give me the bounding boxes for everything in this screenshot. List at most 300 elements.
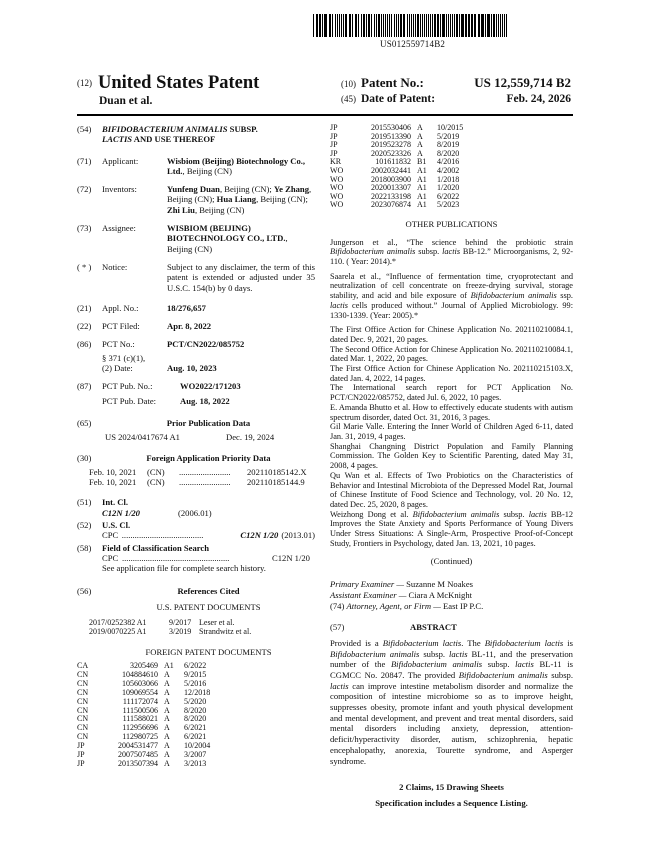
publication-entry	[330, 325, 573, 344]
cpc-label: CPC	[102, 552, 119, 563]
barcode-bar	[475, 14, 476, 37]
barcode-bar	[450, 14, 451, 37]
publication-entry	[330, 272, 573, 321]
barcode-bar	[343, 14, 344, 37]
abstract-fragment: Provided is a	[330, 637, 383, 648]
code: (30)	[77, 452, 92, 463]
barcode-bar	[335, 14, 336, 37]
doc-number: 2013507394	[118, 758, 158, 768]
inventor-name: Zhi Liu	[167, 204, 195, 215]
barcode-bar	[504, 14, 505, 37]
abstract-fragment: BL-11 is CGMCC No. 20847. The provided	[330, 659, 573, 680]
barcode-bar	[355, 14, 356, 37]
attorney-name: East IP P.C.	[443, 601, 484, 612]
code: (73)	[77, 223, 92, 234]
barcode-bar	[506, 14, 507, 37]
barcode-bar	[363, 14, 365, 37]
doc-country: JP	[330, 148, 338, 158]
pct-pub-date-value: Aug. 18, 2022	[180, 395, 230, 406]
code: (65)	[77, 417, 92, 428]
barcode-bar	[440, 14, 441, 37]
code: (22)	[77, 321, 92, 332]
label: Primary Examiner —	[330, 579, 404, 590]
prior-pub-date: Dec. 19, 2024	[226, 432, 275, 443]
barcode-bar	[424, 14, 425, 37]
spacer	[77, 396, 102, 406]
pct-pub-date-field	[77, 396, 315, 406]
primary-examiner	[330, 579, 573, 590]
publication-text: cells produced without.” Journal of Applied Microbiology. 99: 1330-1339. (Year: 2005).*	[330, 300, 573, 320]
us-cl-field	[77, 520, 315, 530]
barcode-bar	[404, 14, 405, 37]
doc-date: 3/2007	[184, 750, 207, 760]
foreign-doc-row	[330, 201, 573, 210]
title-part: BIFIDOBACTERIUM ANIMALIS	[102, 124, 228, 134]
pct-pub-no-value: WO2022/171203	[180, 381, 241, 392]
field-search-note: See application file for complete search history.	[102, 563, 266, 574]
pct-no-value: PCT/CN2022/085752	[167, 339, 245, 350]
barcode-bar	[361, 14, 362, 37]
doc-date: 9/2017	[169, 618, 192, 628]
publication-text: Jungerson et al., “The science behind the probiotic strain	[330, 237, 573, 247]
doc-date: 8/2020	[437, 148, 460, 158]
doc-country: JP	[77, 750, 85, 760]
doc-date: 6/2022	[437, 191, 460, 201]
doc-date: 5/2016	[184, 678, 207, 688]
barcode-bar	[325, 14, 327, 37]
right-column	[330, 124, 573, 809]
spacer	[77, 353, 102, 374]
doc-kind: A	[164, 714, 170, 724]
foreign-doc-row	[77, 760, 315, 769]
abstract-fragment: lactis	[515, 659, 534, 670]
foreign-priority-heading	[77, 453, 315, 463]
barcode-bar	[366, 14, 367, 37]
doc-number: 2002032441	[371, 165, 411, 175]
label: Assistant Examiner —	[330, 590, 407, 601]
doc-date: 6/2021	[184, 732, 207, 742]
patent-number: US 12,559,714 B2	[474, 75, 571, 90]
int-cl-row	[102, 508, 315, 518]
doc-date: 10/2004	[184, 741, 211, 751]
barcode-bar	[496, 14, 497, 37]
abstract-text	[330, 638, 573, 766]
pct-filed-value: Apr. 8, 2022	[167, 321, 212, 332]
doc-date: 12/2018	[184, 687, 211, 697]
barcode-bar	[345, 14, 347, 37]
notice-field	[77, 262, 315, 293]
refs-heading	[77, 586, 315, 596]
publication-entry	[330, 238, 573, 267]
publication-entry	[330, 403, 573, 422]
abstract-fragment: is	[563, 637, 573, 648]
publication-text: Bifidobacterium animalis	[470, 291, 557, 301]
barcode-bar	[337, 14, 338, 37]
doc-date: 8/2019	[437, 140, 460, 150]
doc-kind: A	[164, 705, 170, 715]
assistant-examiner	[330, 590, 573, 601]
code: (52)	[77, 520, 92, 531]
inventor-location: , Beijing (CN)	[194, 204, 245, 215]
applicant-location: , Beijing (CN)	[182, 165, 232, 176]
doc-country: WO	[330, 191, 344, 201]
document-type: United States Patent	[98, 73, 260, 93]
code: (54)	[77, 124, 92, 134]
doc-country: JP	[77, 741, 85, 751]
inventor-short: Duan et al.	[99, 95, 153, 107]
barcode-bar	[389, 14, 390, 37]
doc-kind: A	[164, 750, 170, 760]
doc-number: 2020523326	[371, 148, 411, 158]
publication-text: Saarela et al., “Influence of fermentation time, cryoprotectant and neutralization of cell concentrate on freeze-drying survival, storage stability, and acid and bile exposure of	[330, 271, 573, 301]
sequence-note: Specification includes a Sequence Listing.	[375, 797, 528, 808]
doc-kind: A1	[417, 174, 427, 184]
abstract-fragment: can improve intestine metabolism disorder and normalize the composition of intestine microbiome so as to improve height, suppresses obesity, promote infant and youth physical development and mental development, and prevent and treat mental disorders, said mental disorders including anxiety, depression, attention-deficit/hyperactivity disorder, autism, schizophrenia, hepatic encephalopathy, anorexia, Tourette syndrome, and Asperger syndrome.	[330, 680, 573, 766]
barcode-bar	[461, 14, 462, 37]
doc-country: CN	[77, 669, 89, 679]
title-part: LACTIS	[102, 134, 133, 145]
barcode-bar	[369, 14, 370, 37]
doc-number: 2004531477	[118, 741, 158, 751]
barcode-bar	[471, 14, 472, 37]
publication-entry	[330, 345, 573, 364]
doc-date: 5/2023	[437, 200, 460, 210]
barcode-bar	[488, 14, 489, 37]
pct-pub-no-field	[77, 381, 315, 391]
inventor-name: Yunfeng Duan	[167, 184, 220, 195]
us-cl-class: C12N 1/20	[240, 530, 279, 541]
doc-kind: A1	[417, 191, 427, 201]
us-cl-row	[102, 530, 315, 540]
int-cl-version: (2006.01)	[178, 507, 212, 518]
pct-filed-field	[77, 321, 315, 331]
doc-number: 2023076874	[371, 200, 411, 210]
doc-date: 1/2018	[437, 174, 460, 184]
barcode-bar	[341, 14, 342, 37]
priority-number: 202110185144.9	[247, 477, 305, 488]
doc-country: CN	[77, 723, 89, 733]
barcode-bar	[378, 14, 380, 37]
publication-text: Weizhong Dong et al.	[330, 509, 413, 519]
prior-pub-number: US 2024/0417674 A1	[105, 432, 180, 443]
doc-number: 2015530406	[371, 123, 411, 132]
doc-date: 4/2016	[437, 157, 460, 167]
abstract-heading-row	[330, 623, 573, 633]
doc-kind: A1	[417, 183, 427, 193]
country-code: (12)	[77, 78, 92, 88]
barcode-bar	[428, 14, 429, 37]
barcode-bar	[407, 14, 408, 37]
doc-country: JP	[330, 123, 338, 132]
patent-date: Feb. 24, 2026	[506, 93, 571, 105]
barcode-bar	[448, 14, 449, 37]
barcode-bar	[500, 14, 501, 37]
barcode-bar	[381, 14, 382, 37]
barcode-bar	[332, 14, 333, 37]
applicant-field	[77, 156, 315, 177]
doc-kind: A	[164, 678, 170, 688]
other-publications	[330, 238, 573, 549]
label: Int. Cl.	[102, 497, 129, 508]
barcode-bar	[352, 14, 353, 37]
applicant-value	[167, 156, 315, 177]
priority-row	[89, 467, 315, 477]
doc-date: 3/2019	[169, 627, 192, 637]
doc-number: 2019513390	[371, 131, 411, 141]
barcode-bar	[434, 14, 435, 37]
foreign-priority-list	[89, 467, 315, 488]
publication-text: Qu Wan et al. Effects of Two Probiotics on the Characteristics of Behavior and Intestinal Microbiota of the Depressed Model Rat, Journal of Chinese Institute of Food Science and Technology, vol. 20 No. 12, dated Dec. 25, 2020, 8 pages.	[330, 470, 573, 509]
publication-text: lactis	[442, 247, 461, 257]
assignee-name: WISBIOM (BEIJING) BIOTECHNOLOGY CO., LTD.	[167, 223, 286, 244]
barcode-bar	[409, 14, 410, 37]
publication-entry	[330, 442, 573, 471]
applicant-name: Wisbiom (Beijing) Biotechnology Co., Ltd.	[167, 155, 306, 176]
patent-title-line	[77, 73, 259, 94]
doc-kind: A	[164, 669, 170, 679]
continued-label: (Continued)	[430, 556, 473, 567]
doc-date: 6/2021	[184, 723, 207, 733]
primary-examiner-name: Suzanne M Noakes	[406, 579, 473, 590]
code: (71)	[77, 155, 92, 166]
publication-text: lactis	[528, 509, 547, 519]
barcode-bar	[485, 14, 486, 37]
doc-kind: A1	[417, 200, 427, 210]
us-docs-heading: U.S. PATENT DOCUMENTS	[156, 601, 261, 612]
assistant-examiner-name: Ciara A McKnight	[408, 590, 473, 601]
doc-number: 111588021	[122, 714, 158, 724]
assignee-location: , Beijing (CN)	[167, 233, 288, 254]
barcode-bar	[319, 14, 320, 37]
doc-kind: A	[164, 758, 170, 768]
doc-country: WO	[330, 200, 344, 210]
doc-date: 9/2015	[184, 669, 207, 679]
doc-kind: A1	[164, 660, 174, 670]
leader-dots: ......................................	[121, 530, 204, 541]
invention-title	[102, 124, 315, 145]
code: (74)	[330, 601, 345, 612]
label: Applicant:	[102, 155, 139, 166]
pct-no-field	[77, 339, 315, 349]
doc-number: 2018003900	[371, 174, 411, 184]
prior-pub-heading	[77, 418, 315, 428]
label: Notice:	[102, 261, 128, 272]
barcode-bar	[502, 14, 503, 37]
barcode-bar	[329, 14, 330, 37]
patent-date-row	[341, 93, 571, 111]
title-part: SUBSP.	[227, 124, 258, 134]
left-column	[77, 124, 315, 769]
doc-name: Strandwitz et al.	[199, 627, 252, 637]
barcode-bar	[468, 14, 469, 37]
doc-kind: A	[417, 131, 423, 141]
doc-number: 2020013307	[371, 183, 411, 193]
barcode-bar	[437, 14, 439, 37]
barcode-bar	[398, 14, 399, 37]
priority-number: 202110185142.X	[247, 466, 307, 477]
notice-text: Subject to any disclaimer, the term of this patent is extended or adjusted under 35 U.S.C. 154(b) by 0 days.	[167, 261, 315, 293]
abstract-fragment: lactis	[330, 680, 349, 691]
other-pubs-heading: OTHER PUBLICATIONS	[405, 218, 498, 229]
barcode-bar	[316, 14, 317, 37]
doc-kind: A	[164, 696, 170, 706]
us-doc-row	[89, 627, 315, 636]
publication-text: BB-12 Improves the State Anxiety and Sports Performance of Young Divers Under Stress Situations: A Single-Arm, Prospective Proof-of-Concept Study, Frontiers in Psychology, dated Jan. 13, 2021, 10 pages.	[330, 509, 573, 548]
header-rule	[77, 114, 573, 116]
barcode-bar	[465, 14, 466, 37]
leader-dots: ........................	[179, 466, 231, 477]
publication-text: Bifidobacterium animalis	[412, 509, 500, 519]
doc-number: 104884610	[122, 669, 158, 679]
barcode-bar	[415, 14, 416, 37]
label: PCT Pub. Date:	[102, 395, 157, 406]
doc-country: WO	[330, 183, 344, 193]
title-part: AND USE THEREOF	[132, 134, 216, 145]
barcode-bar	[474, 14, 475, 37]
barcode-bar	[417, 14, 419, 37]
doc-kind: A	[164, 741, 170, 751]
abstract-fragment: lactis	[448, 648, 468, 659]
abstract-fragment: subsp.	[547, 669, 573, 680]
inventor-name: Hua Liang	[216, 194, 257, 205]
barcode-bar	[482, 14, 483, 37]
doc-kind: A	[417, 123, 423, 132]
examiners	[330, 579, 573, 612]
patent-number-row	[341, 75, 571, 93]
barcode-bar	[358, 14, 359, 37]
priority-country: (CN)	[147, 466, 165, 477]
doc-country: CN	[77, 696, 89, 706]
label: Assignee:	[102, 223, 136, 234]
doc-kind: A	[164, 723, 170, 733]
barcode-bar	[459, 14, 460, 37]
doc-country: KR	[330, 157, 342, 167]
barcode-bar	[481, 14, 482, 37]
code: (72)	[77, 184, 92, 195]
publication-text: subsp.	[499, 509, 529, 519]
publication-text: E. Amanda Bhutto et al. How to effectively educate students with autism spectrum disorder, dated Oct. 31, 2016, 3 pages.	[330, 402, 573, 422]
code: (57)	[330, 622, 345, 633]
doc-country: CN	[77, 732, 89, 742]
doc-kind: A	[164, 687, 170, 697]
label: PCT No.:	[102, 339, 135, 350]
barcode-bar	[443, 14, 444, 37]
patent-header-right	[341, 75, 571, 111]
doc-kind: A	[417, 140, 423, 150]
barcode-bar	[391, 14, 392, 37]
us-cl-version: (2013.01)	[281, 530, 315, 541]
doc-country: CN	[77, 714, 89, 724]
title-field	[77, 124, 315, 145]
doc-date: 5/2020	[184, 696, 207, 706]
barcode-bar	[403, 14, 404, 37]
label: Appl. No.:	[102, 302, 139, 313]
patent-header-left	[77, 73, 259, 107]
label: Date of Patent:	[361, 93, 436, 105]
barcode-bar	[452, 14, 453, 37]
doc-number: 2019/0070225 A1	[89, 627, 147, 637]
label: Patent No.:	[361, 75, 424, 90]
section-heading: Prior Publication Data	[166, 417, 251, 428]
doc-number: 3205469	[130, 660, 158, 670]
field-search-field	[77, 543, 315, 553]
barcode-bar	[400, 14, 402, 37]
doc-number: 111500506	[122, 705, 158, 715]
barcode-bar	[446, 14, 447, 37]
barcode-bar	[350, 14, 351, 37]
barcode-bar	[469, 14, 470, 37]
priority-row	[89, 477, 315, 487]
barcode-bar	[394, 14, 395, 37]
barcode-bar	[454, 14, 455, 37]
appl-no-value: 18/276,657	[167, 302, 206, 313]
foreign-docs-heading: FOREIGN PATENT DOCUMENTS	[145, 646, 272, 657]
publication-text: BB-12.” Microorganisms, 2, 92-110. ( Year: 2014).*	[330, 247, 573, 267]
abstract-fragment: Bifidobacterium lactis	[484, 637, 564, 648]
doc-number: 101611832	[375, 157, 411, 167]
barcode-bar	[456, 14, 458, 37]
doc-number: 112956696	[122, 723, 158, 733]
barcode-bar	[330, 14, 331, 37]
int-cl-field	[77, 497, 315, 507]
barcode-bar	[396, 14, 397, 37]
doc-country: JP	[330, 131, 338, 141]
s371-date: Aug. 10, 2023	[167, 363, 217, 374]
leader-dots: ..................................................	[122, 552, 230, 563]
label: Inventors:	[102, 184, 137, 195]
barcode	[313, 14, 508, 37]
code: (58)	[77, 542, 92, 553]
barcode-bar	[478, 14, 480, 37]
barcode-bar	[339, 14, 340, 37]
us-doc-row	[89, 618, 315, 627]
doc-kind: A	[417, 148, 423, 158]
publication-text: Gil Marie Valle. Entering the Inner World of Children Aged 6-11, dated Jan. 31, 2019, 4 pages.	[330, 422, 573, 441]
inventor-location: , Beijing (CN);	[219, 184, 274, 195]
abstract-fragment: BL-11, and the preservation number of the	[330, 648, 573, 670]
barcode-bar	[356, 14, 357, 37]
abstract-fragment: subsp.	[482, 659, 516, 670]
label: U.S. Cl.	[102, 520, 131, 531]
section-heading: Foreign Application Priority Data	[146, 452, 271, 463]
publication-text: ssp.	[556, 291, 573, 301]
assignee-field	[77, 223, 315, 254]
doc-date: 5/2019	[437, 131, 460, 141]
publication-text: Shanghai Changning District Population and Family Planning Commission. The Golden Key to Scientific Parenting, dated May 31, 2008, 4 pages.	[330, 441, 573, 471]
prior-pub-row	[105, 432, 315, 442]
barcode-bar	[442, 14, 443, 37]
doc-country: CA	[77, 660, 89, 670]
doc-country: CN	[77, 687, 89, 697]
priority-country: (CN)	[147, 477, 165, 488]
us-docs-list	[89, 618, 315, 637]
doc-country: JP	[330, 140, 338, 150]
inventors-value	[167, 184, 315, 215]
assignee-value	[167, 223, 315, 254]
doc-number: 111172074	[122, 696, 158, 706]
doc-date: 10/2015	[437, 123, 464, 132]
barcode-bar	[317, 14, 318, 37]
barcode-bar	[411, 14, 412, 37]
publication-text: The First Office Action for Chinese Application No. 202110215103.X, dated Jan. 4, 2022, 14 pages.	[330, 364, 573, 383]
abstract-heading: ABSTRACT	[410, 622, 457, 633]
doc-kind: B1	[417, 157, 427, 167]
s371-field	[77, 353, 315, 374]
inventor-location: , Beijing (CN);	[256, 194, 308, 205]
doc-number: 2017/0252382 A1	[89, 618, 147, 628]
barcode-bar	[383, 14, 384, 37]
publication-text: subsp.	[415, 247, 443, 257]
